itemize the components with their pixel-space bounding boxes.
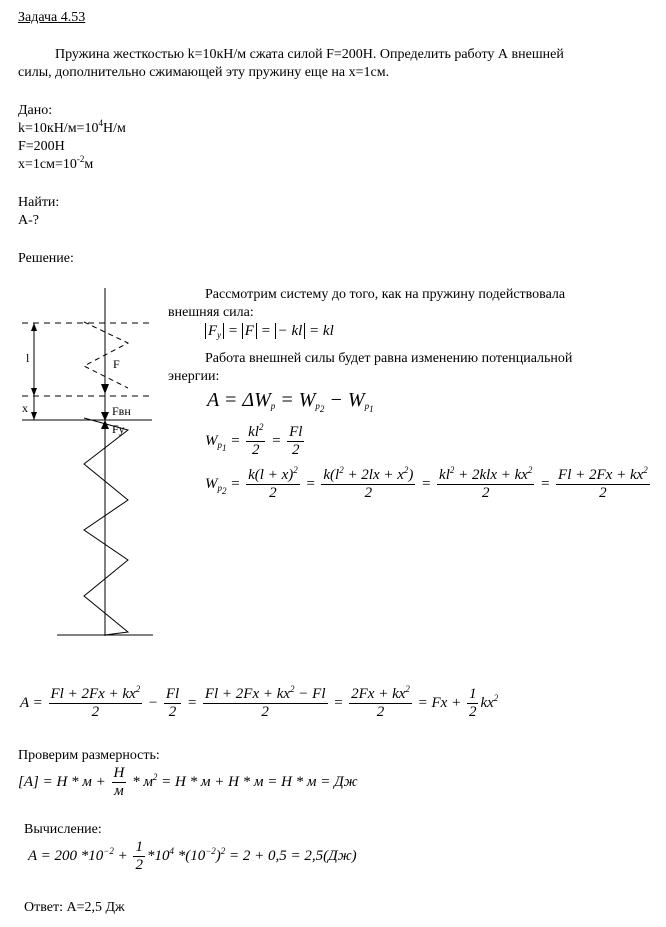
spring-coil (84, 418, 128, 635)
formula-work-result: A = $\frac{Fl + 2Fx + kx^2}{2}$ − $\frac{Fl}{2}$ = $\frac{Fl + 2Fx + kx^2 - Fl}{2}$ = $\frac{2Fx + kx^2}{2}$ = Fx + $\frac{1}{2}$ $kx^2$ (20, 684, 499, 720)
dimension-l-arrow-top (31, 323, 37, 331)
solution-p1-line1: Рассмотрим систему до того, как на пружину подействовала (205, 287, 566, 302)
given-F: F=200Н (18, 139, 65, 154)
statement-line-2: силы, дополнительно сжимающей эту пружину еще на x=1см. (18, 65, 390, 80)
label-x: x (22, 401, 28, 415)
force-F-arrowhead (101, 384, 109, 394)
given-x-base: x=1см=10 (18, 157, 77, 172)
spring-original-dashed (84, 322, 128, 388)
label-Fy: Fу (112, 422, 125, 436)
solution-p2-line2: энергии: (168, 369, 220, 384)
dimension-l-arrow-bottom (31, 388, 37, 396)
formula-wp1: $W_{p_1}$ = $\frac{kl^2}{2}$ = $\frac{Fl}{2}$ (205, 422, 303, 458)
formula-dimension: [A] = H * м + $\frac{H}{м}$ * $м^2 = H * м + H * м = H * м$ = Дж (18, 765, 358, 799)
given-k-base: k=10кН/м=10 (18, 121, 99, 136)
dimension-x-arrow (31, 412, 37, 420)
given-x-exp: -2 (76, 154, 85, 164)
formula-work-definition: $A = \Delta W_p = W_{p_2} - W_{p_1}$ (207, 389, 374, 414)
check-heading: Проверим размерность: (18, 748, 160, 763)
label-Fvn: Fвн (112, 404, 131, 418)
given-heading: Дано: (18, 103, 53, 118)
find-value: А-? (18, 213, 39, 228)
formula-wp2: $W_{p_2}$ = $\frac{k(l + x)^2}{2}$ = $\frac{k(l^2 + 2lx + x^2)}{2}$ = $\frac{kl^2 + 2klx + kx^2}{2}$ = $\frac{Fl + 2Fx + kx^2}{2}$ (205, 465, 648, 501)
solution-heading: Решение: (18, 251, 74, 266)
answer: Ответ: А=2,5 Дж (24, 900, 125, 915)
given-k-exp: 4 (98, 118, 103, 128)
solution-p1-line2: внешняя сила: (168, 305, 254, 320)
label-l: l (26, 351, 30, 365)
task-title: Задача 4.53 (18, 10, 86, 25)
formula-calculation: A = 200 $*10^{-2}$ + $\frac{1}{2}$ $*10^4$ $*(10^{-2})^2 = 2 + 0,5 = 2,5(Дж)$ (28, 839, 357, 873)
given-x-unit: м (84, 157, 94, 172)
calc-heading: Вычисление: (24, 822, 102, 837)
formula-force-equality: $F_y = F$ = − kl = kl (205, 323, 334, 340)
statement-line-1: Пружина жесткостью k=10кН/м сжата силой F=200Н. Определить работу А внешней (55, 47, 564, 62)
label-F: F (113, 357, 120, 371)
find-heading: Найти: (18, 195, 60, 210)
given-k-unit: Н/м (102, 121, 126, 136)
solution-p2-line1: Работа внешней силы будет равна изменению потенциальной (205, 351, 573, 366)
